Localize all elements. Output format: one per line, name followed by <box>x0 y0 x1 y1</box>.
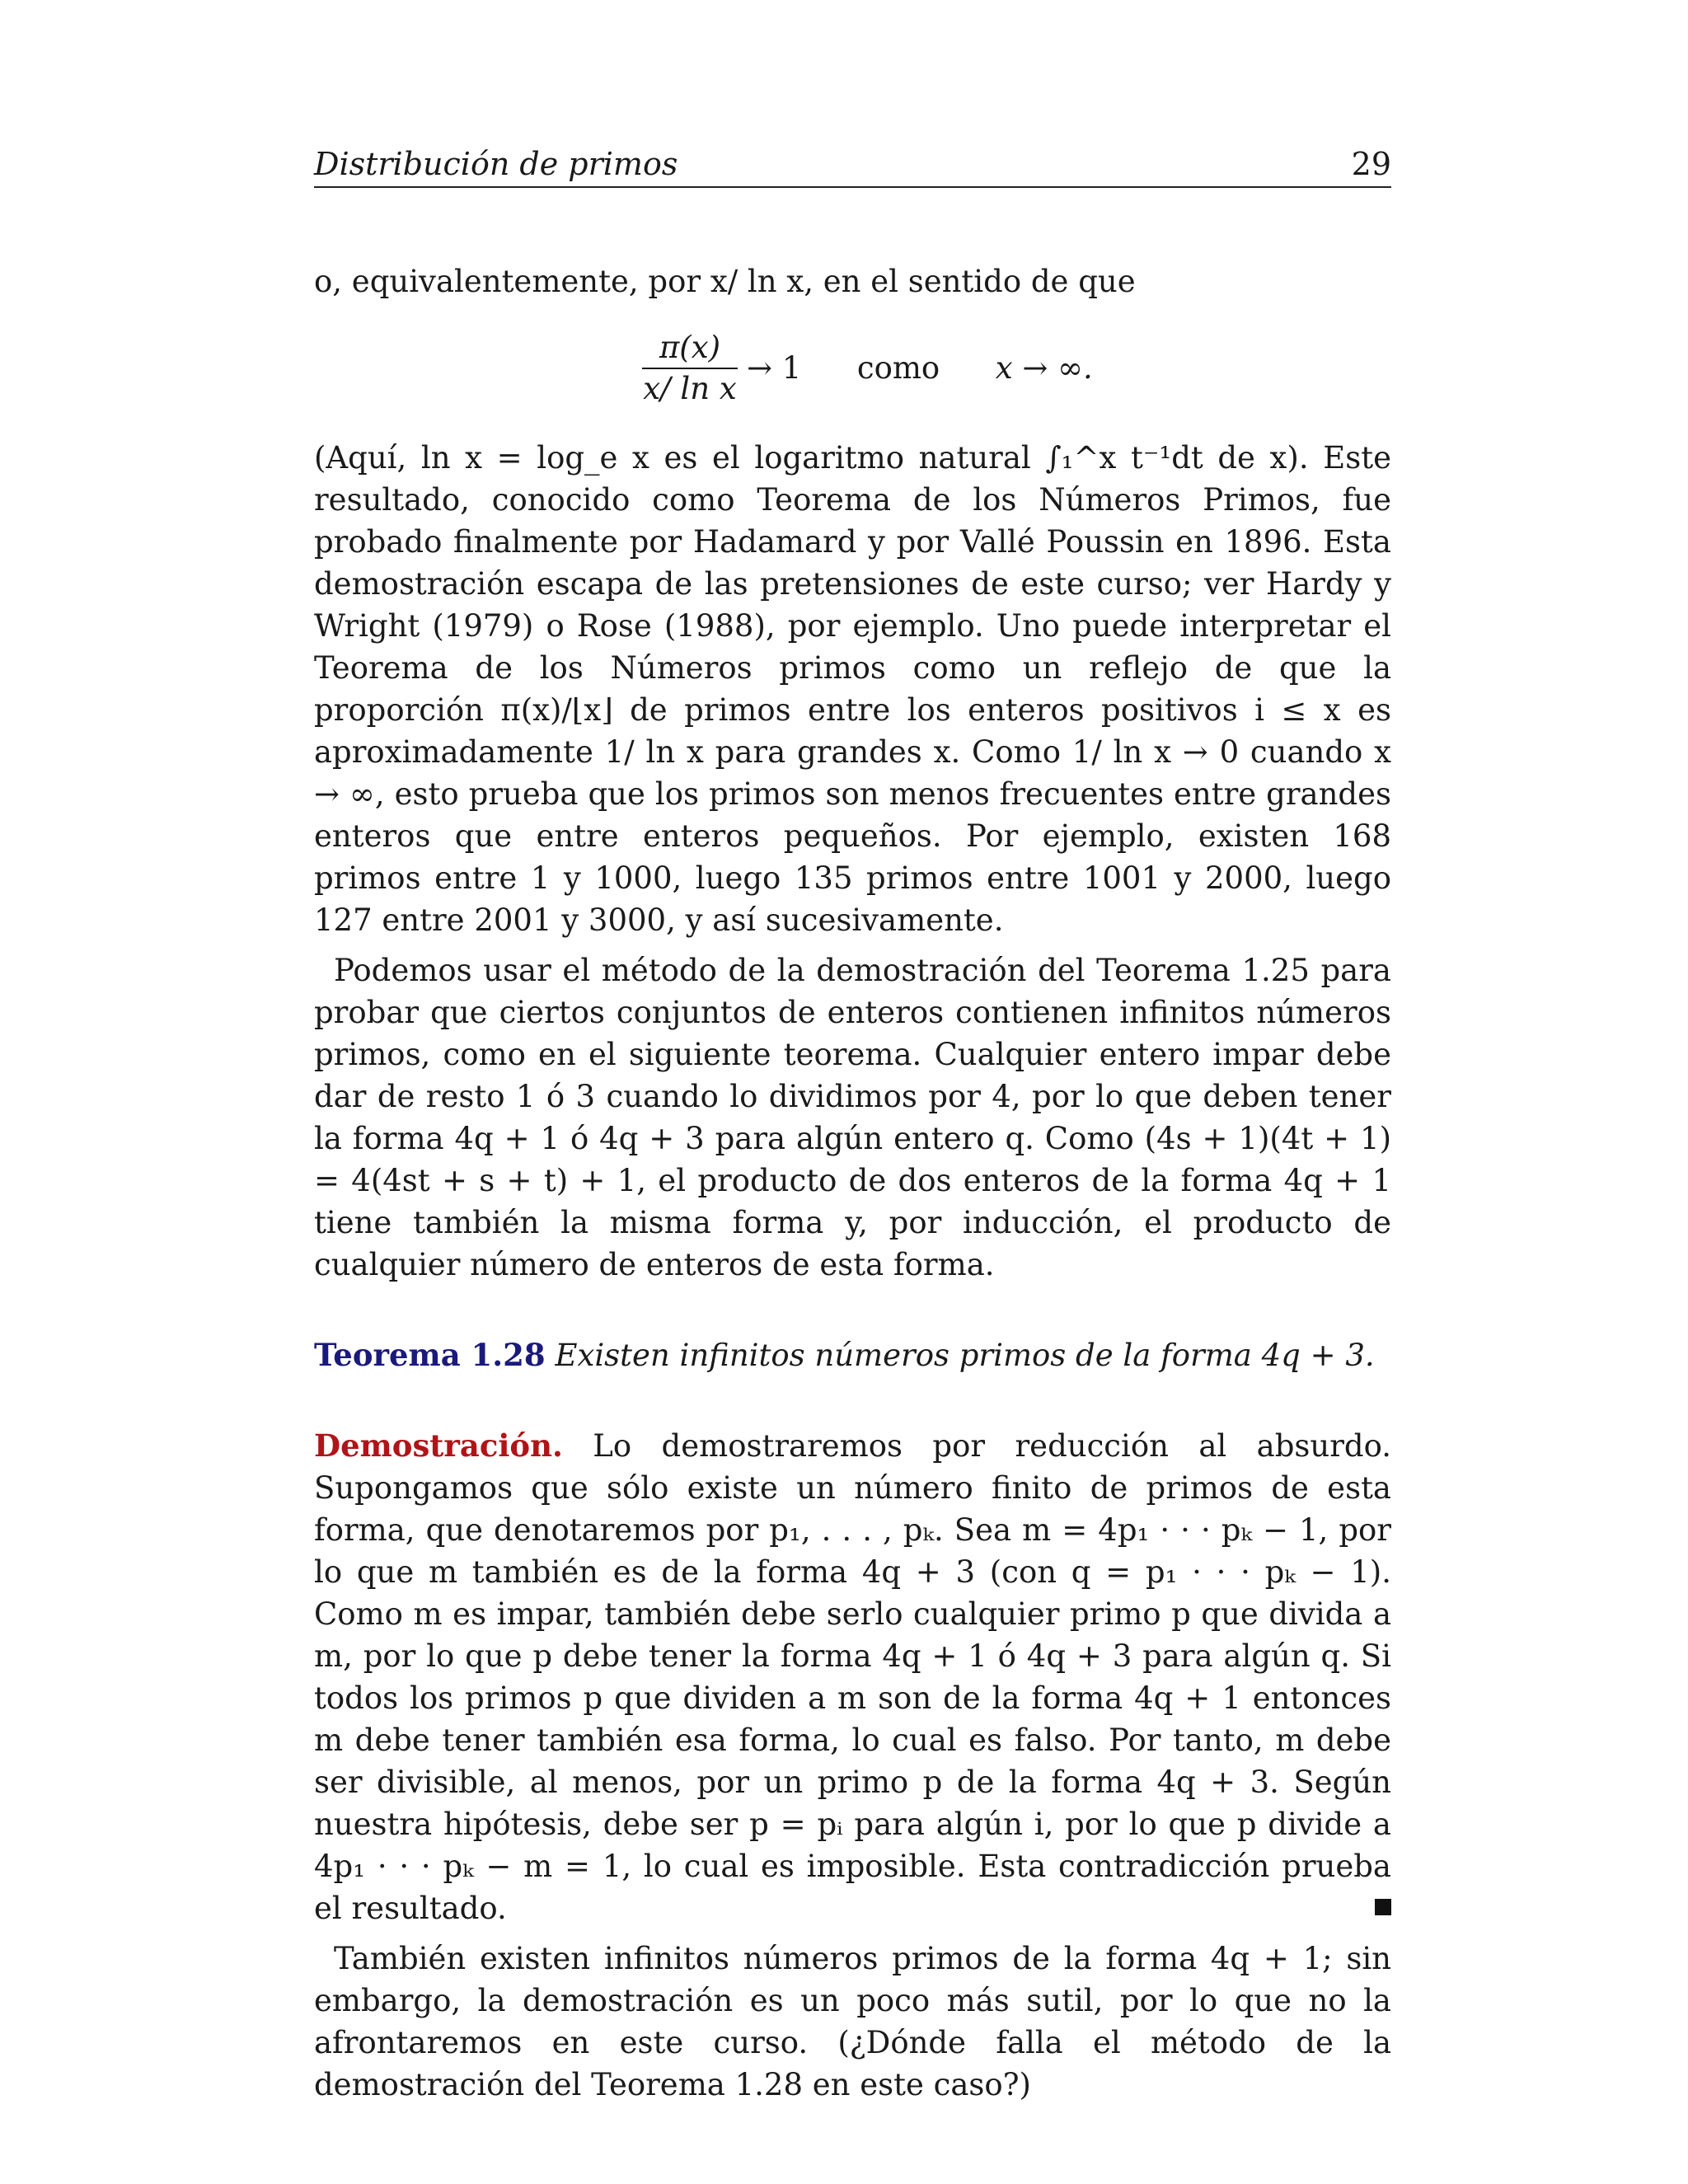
running-title: Distribución de primos <box>314 146 678 182</box>
formula-limit: → 1 <box>747 350 802 386</box>
display-formula <box>314 328 1391 407</box>
p1-line-8: esto prueba que los primos son menos frecuentes entre grandes enteros que <box>314 776 1391 854</box>
page-number: 29 <box>1351 146 1391 182</box>
formula-como: como <box>856 350 940 386</box>
p1-line-2: conocido como Teorema de los Números Primos, fue probado finalmente por <box>314 482 1392 560</box>
p1-line-6: reflejo de que la proporción π(x)/⌊x⌋ de primos entre los enteros positivos i ≤ x <box>314 650 1391 728</box>
proof-text: Lo demostraremos por reducción al absurdo. Supongamos que sólo existe un número finito de primos de esta forma, que denotaremos por p₁, . . . , pₖ. Sea m = 4p₁ · · · pₖ − 1, por lo que m también es de la forma 4q + 3 (con q = p₁ · · · pₖ − 1). Como m es impar, también debe serlo cualquier primo p que divida a m, por lo que p debe tener la forma 4q + 1 ó 4q + 3 para algún q. Si todos los primos p que dividen a m son de la forma 4q + 1 entonces m debe tener también esa forma, lo cual es falso. Por tanto, m debe ser divisible, al menos, por un primo p de la forma 4q + 3. Según nuestra hipótesis, debe ser p = pᵢ para algún i, por lo que p divide a 4p₁ · · · pₖ − m = 1, lo cual es imposible. Esta contradicción prueba el resultado. <box>314 1428 1391 1926</box>
theorem-statement: Existen infinitos números primos de la forma 4q + 3. <box>555 1338 1375 1373</box>
p1-line-7: es aproximadamente 1/ ln x para grandes x. Como 1/ ln x → 0 cuando x → ∞, <box>314 692 1391 812</box>
theorem-label: Teorema 1.28 <box>314 1337 546 1373</box>
p1-line-3: Hadamard y por Vallé Poussin en 1896. Esta demostración escapa de las <box>314 524 1391 602</box>
proof-label: Demostración. <box>314 1427 563 1464</box>
intro-block <box>314 260 1391 302</box>
theorem-1-28 <box>314 1334 1391 1376</box>
formula-condition: x → ∞. <box>995 350 1093 386</box>
fraction-denominator: x/ ln x <box>643 371 737 406</box>
p1-line-4: pretensiones de este curso; ver Hardy y Wright (1979) o Rose (1988), por <box>314 566 1391 644</box>
paragraph-2: Podemos usar el método de la demostración del Teorema 1.25 para probar que ciertos conjuntos de enteros contienen infinitos números primos, como en el siguiente teorema. Cualquier entero impar debe dar de resto 1 ó 3 cuando lo dividimos por 4, por lo que deben tener la forma 4q + 1 ó 4q + 3 para algún entero q. Como (4s + 1)(4t + 1) = 4(4st + s + t) + 1, el producto de dos enteros de la forma 4q + 1 tiene también la misma forma y, por inducción, el producto de cualquier número de enteros de esta forma. <box>314 953 1391 1282</box>
running-header <box>314 142 1391 188</box>
fraction-numerator: π(x) <box>659 330 721 365</box>
p1-line-1: (Aquí, ln x = log_e x es el logaritmo natural ∫₁^x t⁻¹dt de x). Este resultado, <box>314 440 1391 518</box>
fraction <box>640 328 740 409</box>
formula-rest <box>747 349 1093 387</box>
p1-line-5: ejemplo. Uno puede interpretar el Teorema de los Números primos como un <box>314 608 1392 686</box>
proof <box>314 1425 1391 1929</box>
p1-line-9: entre enteros pequeños. Por ejemplo, existen 168 primos entre 1 y 1000, luego <box>314 818 1391 896</box>
intro-line: o, equivalentemente, por x/ ln x, en el sentido de que <box>314 264 1136 299</box>
paragraph-3: También existen infinitos números primos de la forma 4q + 1; sin embargo, la demostración es un poco más sutil, por lo que no la afrontaremos en este curso. (¿Dónde falla el método de la demostración del Teorema 1.28 en este caso?) <box>314 1941 1391 2102</box>
p1-line-10: 135 primos entre 1001 y 2000, luego 127 entre 2001 y 3000, y así sucesivamente. <box>314 860 1391 938</box>
body-text <box>314 437 1391 2106</box>
qed-square-icon <box>1375 1899 1391 1915</box>
paragraph-1 <box>314 437 1391 941</box>
